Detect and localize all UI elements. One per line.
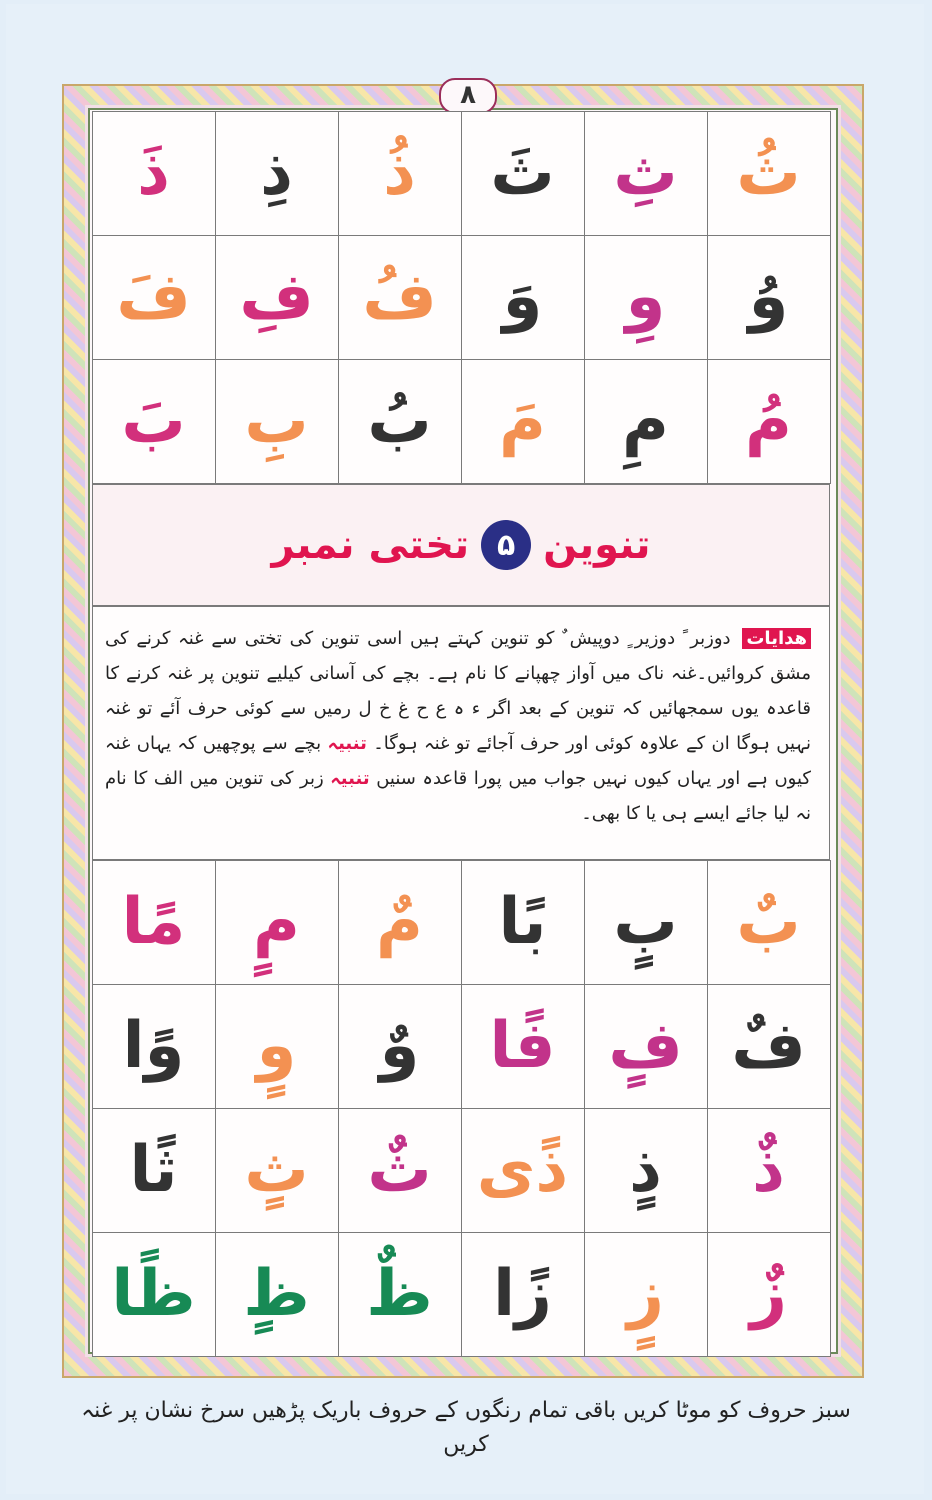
tanween-cell: ذٌ bbox=[707, 1108, 831, 1233]
instructions-label: ھدایات bbox=[742, 628, 811, 649]
tanween-cell: مٍ bbox=[215, 860, 339, 985]
letter-cell: وِ bbox=[584, 235, 708, 360]
letter-cell: فُ bbox=[338, 235, 462, 360]
tanween-cell: ثًا bbox=[92, 1108, 216, 1233]
letter-cell: مَ bbox=[461, 359, 585, 484]
tanween-cell: زًا bbox=[461, 1232, 585, 1357]
footer-instruction: سبز حروف کو موٹا کریں باقی تمام رنگوں کے حروف باریک پڑھیں سرخ نشان پر غنہ کریں bbox=[81, 1398, 851, 1457]
letter-cell: ذِ bbox=[215, 111, 339, 236]
letter-cell: ذَ bbox=[92, 111, 216, 236]
tanween-cell: بٍ bbox=[584, 860, 708, 985]
tanween-cell: وًا bbox=[92, 984, 216, 1109]
letter-grid-top bbox=[92, 111, 830, 483]
tanween-cell: فًا bbox=[461, 984, 585, 1109]
instructions-line: زبر کی تنوین میں الف کا نام نہ لیا جائے ایسے ہی یا کا بھی۔ bbox=[105, 768, 811, 824]
letter-cell: ثِ bbox=[584, 111, 708, 236]
instructions-line: دوزبر ً دوزیر ٍ دوپیش ٌ کو تنوین کہتے ہیں اسی تنوین کی تختی سے غنہ کرنے کی مشق bbox=[105, 628, 811, 684]
instructions-line: یوں سمجھائیں کہ تنوین کے بعد اگر ء ہ ع ح غ خ ل رمیں سے کوئی حرف آئے تو غنہ نہیں ہوگا ان bbox=[105, 698, 811, 754]
instructions-line: کیوں نہیں جواب میں پورا قاعدہ سنیں bbox=[376, 768, 671, 789]
tanween-cell: وٍ bbox=[215, 984, 339, 1109]
tanween-cell: فٍ bbox=[584, 984, 708, 1109]
instructions-line: کروائیں۔غنہ ناک میں آواز چھپانے کا نام ہے۔ بچے کی آسانی کیلیے تنوین پر غنہ کرنے کا قاعدہ bbox=[105, 663, 811, 719]
tanween-cell: زٌ bbox=[707, 1232, 831, 1357]
letter-grid-bottom bbox=[92, 860, 830, 1356]
tanween-cell: بٌ bbox=[707, 860, 831, 985]
letter-cell: بِ bbox=[215, 359, 339, 484]
letter-cell: ثَ bbox=[461, 111, 585, 236]
tanween-cell: ذًی bbox=[461, 1108, 585, 1233]
lesson-title: تختی نمبر bbox=[271, 522, 470, 568]
tanween-cell: ظًا bbox=[92, 1232, 216, 1357]
letter-cell: مِ bbox=[584, 359, 708, 484]
tanween-cell: فٌ bbox=[707, 984, 831, 1109]
instructions-line: کے علاوہ کوئی اور حرف آجائے تو غنہ ہوگا۔ bbox=[373, 733, 706, 754]
letter-cell: بَ bbox=[92, 359, 216, 484]
lesson-topic: تنوین bbox=[543, 522, 651, 568]
letter-cell: ذُ bbox=[338, 111, 462, 236]
lesson-number-badge: ۵ bbox=[481, 520, 531, 570]
letter-cell: فِ bbox=[215, 235, 339, 360]
instructions-line: بچے سے پوچھیں کہ یہاں غنہ کیوں ہے اور یہاں bbox=[105, 733, 811, 789]
page-number: ٨ bbox=[439, 78, 497, 114]
lesson-heading bbox=[92, 484, 830, 606]
tanween-cell: ثٌ bbox=[338, 1108, 462, 1233]
tanween-cell: مًا bbox=[92, 860, 216, 985]
tanween-cell: مٌ bbox=[338, 860, 462, 985]
instructions-box bbox=[92, 606, 830, 860]
tanween-cell: ظٍ bbox=[215, 1232, 339, 1357]
tanween-cell: ذٍ bbox=[584, 1108, 708, 1233]
letter-cell: وَ bbox=[461, 235, 585, 360]
warning-label: تنبیہ bbox=[327, 733, 367, 754]
letter-cell: فَ bbox=[92, 235, 216, 360]
tanween-cell: بًا bbox=[461, 860, 585, 985]
tanween-cell: زٍ bbox=[584, 1232, 708, 1357]
warning-label: تنبیہ bbox=[330, 768, 370, 789]
letter-cell: وُ bbox=[707, 235, 831, 360]
letter-cell: بُ bbox=[338, 359, 462, 484]
tanween-cell: وٌ bbox=[338, 984, 462, 1109]
letter-cell: ثُ bbox=[707, 111, 831, 236]
tanween-cell: ثٍ bbox=[215, 1108, 339, 1233]
letter-cell: مُ bbox=[707, 359, 831, 484]
tanween-cell: ظٌ bbox=[338, 1232, 462, 1357]
